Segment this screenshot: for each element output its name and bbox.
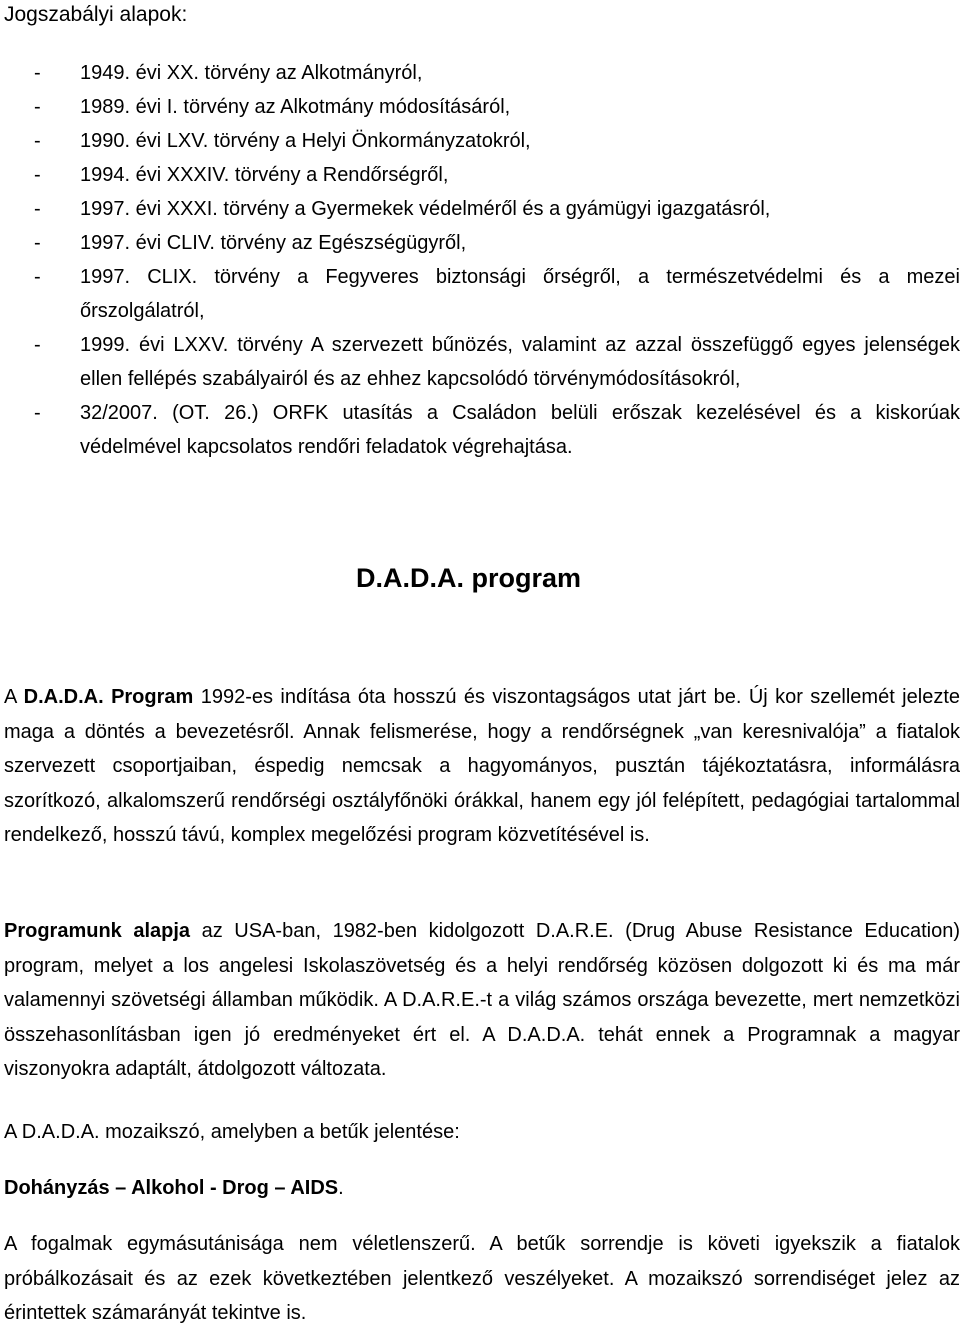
law-text: 1997. évi XXXI. törvény a Gyermekek védelméről és a gyámügyi igazgatásról, bbox=[80, 198, 771, 220]
law-text: 1997. CLIX. törvény a Fegyveres biztonsági őrségről, a természetvédelmi és a mezei őrszolgálatról, bbox=[80, 266, 960, 322]
law-item bbox=[4, 56, 960, 90]
list-dash: - bbox=[34, 266, 41, 288]
list-dash: - bbox=[34, 198, 41, 220]
law-item bbox=[4, 90, 960, 124]
acronym-period: . bbox=[338, 1177, 344, 1199]
paragraph-text: 1992-es indítása óta hosszú és viszontagságos utat járt be. Új kor szellemét jelezte maga a döntés a bevezetésről. Annak felismerése, hogy a rendőrségnek „van keresnivalója” a fiatalok szervezett csoportjaiban, éspedig nemcsak a hagyományos, pusztán tájékoztatásra, informálásra szorítkozó, alkalomszerű rendőrségi osztályfőnöki órákkal, hanem egy jól felépített, pedagógiai tartalommal rendelkező, hosszú távú, komplex megelőzési program közvetítésével is. bbox=[4, 686, 960, 847]
list-dash: - bbox=[34, 96, 41, 118]
law-item bbox=[4, 396, 960, 464]
list-dash: - bbox=[34, 232, 41, 254]
law-item bbox=[4, 260, 960, 328]
law-item bbox=[4, 158, 960, 192]
acronym-meaning-bold: Dohányzás – Alkohol - Drog – AIDS bbox=[4, 1177, 339, 1199]
list-dash: - bbox=[34, 62, 41, 84]
law-text: 32/2007. (OT. 26.) ORFK utasítás a Családon belüli erőszak kezelésével és a kiskorúak védelmével kapcsolatos rendőri feladatok végrehajtása. bbox=[80, 402, 960, 458]
program-basis-bold: Programunk alapja bbox=[4, 920, 191, 942]
paragraph-program-history bbox=[4, 680, 960, 853]
paragraph-acronym-meaning bbox=[4, 1171, 960, 1206]
list-dash: - bbox=[34, 334, 41, 356]
law-item bbox=[4, 328, 960, 396]
paragraph-prefix: A bbox=[4, 686, 24, 708]
paragraph-text: az USA-ban, 1982-ben kidolgozott D.A.R.E. (Drug Abuse Resistance Education) program, melyet a los angelesi Iskolaszövetség és a helyi rendőrség közösen dolgozott ki és ma már valamennyi szövetségi államban működik. A D.A.R.E.-t a világ számos országa bevezette, mert nemzetközi összehasonlításban igen jó eredményeket ért el. A D.A.D.A. tehát ennek a Programnak a magyar viszonyokra adaptált, átdolgozott változata. bbox=[4, 920, 960, 1081]
list-dash: - bbox=[34, 130, 41, 152]
program-name-bold: D.A.D.A. Program bbox=[23, 686, 194, 708]
law-item bbox=[4, 124, 960, 158]
law-item bbox=[4, 192, 960, 226]
section-title: D.A.D.A. program bbox=[356, 563, 582, 593]
law-text: 1949. évi XX. törvény az Alkotmányról, bbox=[80, 62, 423, 84]
list-dash: - bbox=[34, 402, 41, 424]
law-text: 1997. évi CLIV. törvény az Egészségügyről, bbox=[80, 232, 467, 254]
law-text: 1990. évi LXV. törvény a Helyi Önkormányzatokról, bbox=[80, 130, 531, 152]
list-dash: - bbox=[34, 164, 41, 186]
paragraph-order-explanation: A fogalmak egymásutánisága nem véletlenszerű. A betűk sorrendje is követi igyekszik a fiatalok próbálkozásait és az ezek következtében jelentkező veszélyeket. A mozaikszó sorrendiséget jelez az érintettek számarányát tekintve is. bbox=[4, 1233, 960, 1325]
heading-legal-basis: Jogszabályi alapok: bbox=[4, 3, 188, 26]
law-text: 1999. évi LXXV. törvény A szervezett bűnözés, valamint az azzal összefüggő egyes jelenségek ellen fellépés szabályairól és az ehhez kapcsolódó törvénymódosításokról, bbox=[80, 334, 960, 390]
law-text: 1994. évi XXXIV. törvény a Rendőrségről, bbox=[80, 164, 449, 186]
law-text: 1989. évi I. törvény az Alkotmány módosításáról, bbox=[80, 96, 511, 118]
paragraph-acronym-intro: A D.A.D.A. mozaikszó, amelyben a betűk jelentése: bbox=[4, 1121, 460, 1143]
law-list bbox=[4, 56, 960, 464]
law-item bbox=[4, 226, 960, 260]
paragraph-program-basis bbox=[4, 914, 960, 1087]
